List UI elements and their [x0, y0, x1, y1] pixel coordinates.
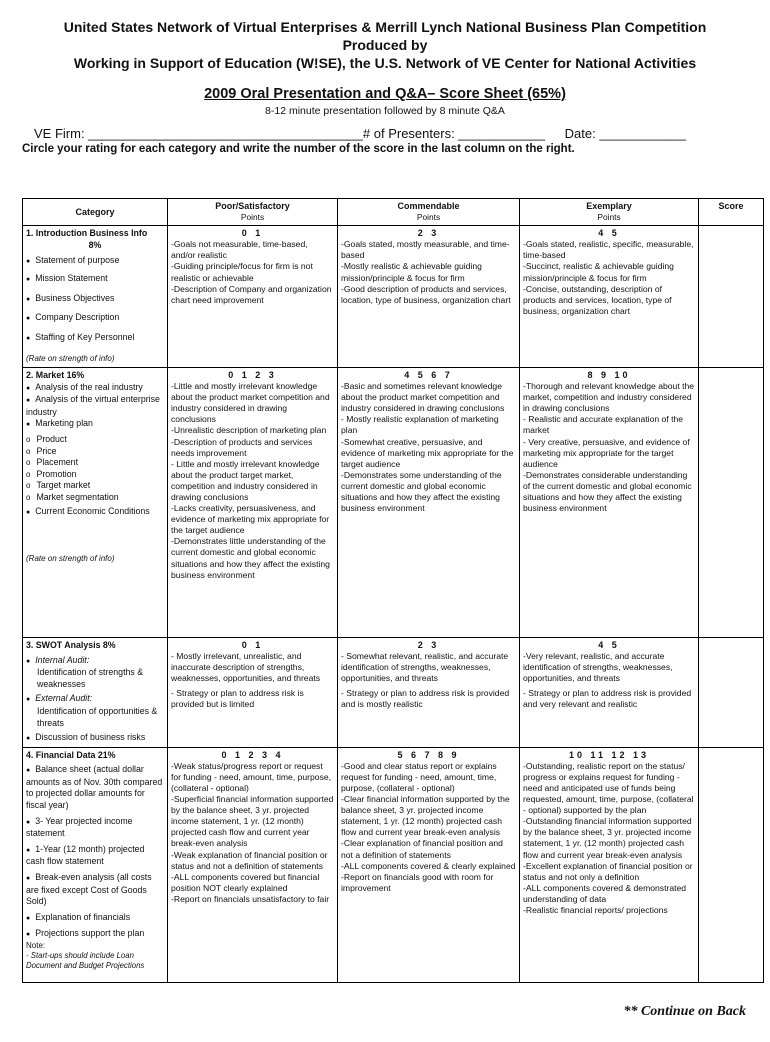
list-item: ● Mission Statement — [26, 273, 164, 286]
score-options: 8 9 10 — [587, 369, 631, 380]
score-options: 2 3 — [417, 639, 440, 650]
note-label: Note: — [26, 941, 46, 950]
rubric-table — [22, 198, 764, 983]
list-item: ● Statement of purpose — [26, 255, 164, 268]
continue-on-back-note: ** Continue on Back — [623, 1004, 746, 1019]
table-row — [23, 367, 764, 637]
header-line-3: Working in Support of Education (W!SE), the U.S. Network of VE Center for National Activities — [73, 55, 697, 71]
col-score: Score — [699, 199, 764, 226]
page-subtitle: 8-12 minute presentation followed by 8 minute Q&A — [265, 105, 505, 117]
list-item: ● Balance sheet (actual dollar amounts as of Nov. 30th compared to projected dollar amounts for fiscal year) — [26, 764, 164, 811]
score-options: 0 1 — [241, 228, 264, 239]
header-fields — [34, 126, 770, 141]
commendable-cell[interactable]: 2 3 -Goals stated, mostly measurable, and time-based -Mostly realistic & achievable guiding mission/principle & focus for firm -Good description of products and services, location, type of business, organization chart — [338, 226, 520, 368]
category-cell — [23, 226, 168, 368]
table-row — [23, 637, 764, 747]
list-item: ● Company Description — [26, 312, 164, 325]
list-item: ● 1-Year (12 month) projected cash flow statement — [26, 844, 164, 868]
exemplary-cell[interactable]: 4 5 -Goals stated, realistic, specific, measurable, time-based -Succinct, realistic & achievable guiding mission/principle & focus for firm -Concise, outstanding, description of products and services, location, type of business, organization chart — [520, 226, 699, 368]
col-category: Category — [23, 199, 168, 226]
list-item: ● Projections support the plan — [26, 928, 164, 941]
poor-cell[interactable]: 0 1 - Mostly irrelevant, unrealistic, and inaccurate description of strengths, weaknesses, opportunities, and threats - Strategy or plan to address risk is provided but is limited — [168, 637, 338, 747]
poor-cell[interactable]: 0 1 2 3 4 -Weak status/progress report or request for funding - need, amount, time, purpose, (collateral - optional) -Superficial financial information supported by the balance sheet, 3 yr. projected income statement, 1 yr. (12 month) projected cash flow and current year break-even analysis -Weak explanation of financial position or status and not a definition of statements -ALL components covered but financial position NOT clearly explained -Report on financials unsatisfactory to fair — [168, 747, 338, 982]
score-input-cell[interactable] — [699, 637, 764, 747]
exemplary-cell[interactable]: 10 11 12 13 -Outstanding, realistic report on the status/ progress or explains request for funding - need and anticipated use of funds being requested, amount, time, purpose, (collateral - optional) supported by the plan -Outstanding financial information supported by the balance sheet, 3 yr. projected income statement, 1 yr. (12 month) projected cash flow and current year break-even analysis -Excellent explanation of financial position or status and not only a definition -ALL components covered & demonstrated understanding of data -Realistic financial reports/ projections — [520, 747, 699, 982]
header-row — [23, 199, 764, 226]
list-item: ● 3- Year projected income statement — [26, 816, 164, 840]
list-item: ● Explanation of financials — [26, 912, 164, 925]
score-options: 2 3 — [417, 228, 440, 239]
list-item: ● Internal Audit: — [26, 655, 164, 668]
list-item: ● Analysis of the virtual enterprise industry — [26, 394, 164, 418]
poor-cell[interactable]: 0 1 2 3 -Little and mostly irrelevant knowledge about the product market competition and industry considered in drawing conclusions -Unrealistic description of marketing plan -Description of products and services needs improvement - Little and mostly irrelevant knowledge about the product target market, competition and industry considered in drawing conclusions -Lacks creativity, persuasiveness, and evidence of marketing mix appropriate for the target audience -Demonstrates little understanding of the current domestic and global economic situations and how they affect the existing business environment — [168, 367, 338, 637]
score-options: 4 5 6 7 — [404, 369, 453, 380]
rate-note: (Rate on strength of info) — [26, 554, 115, 564]
note-text: - Start-ups should include Loan Document and Budget Projections — [26, 951, 145, 970]
category-title: 4. Financial Data 21% — [26, 749, 116, 760]
category-cell: 3. SWOT Analysis 8% ● Internal Audit: Identification of strengths & weaknesses ● External Audit: Identification of opportunities & threats ● Discussion of business risks — [23, 637, 168, 747]
list-item: ● Break-even analysis (all costs are fixed except Cost of Goods Sold) — [26, 872, 164, 908]
list-item: ● Discussion of business risks — [26, 732, 164, 745]
col-poor: Poor/Satisfactory Points — [168, 199, 338, 226]
exemplary-cell[interactable]: 4 5 -Very relevant, realistic, and accurate identification of strengths, weaknesses, opportunities, and threats - Strategy or plan to address risk is provided and very relevant and realistic — [520, 637, 699, 747]
category-title: 2. Market 16% — [26, 369, 85, 380]
ve-firm-field[interactable]: VE Firm: ______________________________________ — [34, 126, 363, 141]
header-line-2: Produced by — [342, 37, 428, 53]
instructions: Circle your rating for each category and write the number of the score in the last column on the right. — [22, 143, 575, 155]
header-line-1: United States Network of Virtual Enterprises & Merrill Lynch National Business Plan Competition — [63, 19, 707, 35]
document-header — [0, 18, 770, 72]
commendable-cell[interactable]: 4 5 6 7 -Basic and sometimes relevant knowledge about the product market competition and industry considered in drawing conclusions - Mostly realistic explanation of marketing plan -Somewhat creative, persuasive, and evidence of marketing mix appropriate for the target audience -Demonstrates some understanding of the current domestic and global economic situations and how they affect the existing business environment — [338, 367, 520, 637]
category-cell — [23, 747, 168, 982]
commendable-cell[interactable]: 5 6 7 8 9 -Good and clear status report or explains request for funding - need, amount, time, purpose, (collateral - optional) -Clear financial information supported by the balance sheet, 3 yr. projected income statement, 1 yr. (12 month) projected cash flow and current year break-even analysis -Clear explanation of financial position and not a definition of statements -ALL components covered & clearly explained -Report on financials good with room for improvement — [338, 747, 520, 982]
category-weight: 8% — [88, 239, 102, 250]
score-input-cell[interactable] — [699, 367, 764, 637]
score-input-cell[interactable] — [699, 747, 764, 982]
col-commendable: Commendable Points — [338, 199, 520, 226]
list-item: ● Marketing plan — [26, 418, 164, 431]
score-options: 0 1 2 3 4 — [221, 749, 284, 760]
list-item: ● Current Economic Conditions — [26, 506, 164, 519]
presenters-field[interactable]: # of Presenters: ____________ — [362, 126, 546, 141]
list-item: ● Business Objectives — [26, 293, 164, 306]
category-cell: 2. Market 16% ● Analysis of the real industry ● Analysis of the virtual enterprise industry ● Marketing plan o Product o Price o Placement o Promotion o Target market o Market segmentation ● Current Economic Conditions (Rate on strength of info) — [23, 367, 168, 637]
score-input-cell[interactable] — [699, 226, 764, 368]
score-sheet-page — [0, 18, 770, 1042]
score-options: 10 11 12 13 — [568, 749, 650, 760]
score-options: 4 5 — [598, 639, 620, 650]
commendable-cell[interactable]: 2 3 - Somewhat relevant, realistic, and accurate identification of strengths, weaknesses, opportunities, and threats - Strategy or plan to address risk is provided and is mostly realistic — [338, 637, 520, 747]
score-options: 0 1 — [241, 639, 264, 650]
category-title: 1. Introduction Business Info — [26, 228, 148, 239]
rate-note: (Rate on strength of info) — [26, 354, 115, 364]
list-item: ● Analysis of the real industry — [26, 382, 164, 395]
exemplary-cell[interactable]: 8 9 10 -Thorough and relevant knowledge about the market, competition and industry considered in drawing conclusions - Realistic and accurate explanation of the market - Very creative, persuasive, and evidence of marketing mix appropriate for the target audience -Demonstrates considerable understanding of the current domestic and global economic situations and how they affect the existing business environment — [520, 367, 699, 637]
page-title: 2009 Oral Presentation and Q&A– Score Sheet (65%) — [204, 86, 566, 102]
score-options: 4 5 — [598, 228, 620, 239]
list-item: ● Staffing of Key Personnel — [26, 332, 164, 345]
score-options: 0 1 2 3 — [228, 369, 277, 380]
col-exemplary: Exemplary Points — [520, 199, 699, 226]
date-field[interactable]: Date: ____________ — [564, 126, 687, 141]
category-title: 3. SWOT Analysis 8% — [26, 639, 116, 650]
score-options: 5 6 7 8 9 — [397, 749, 460, 760]
poor-cell[interactable]: 0 1 -Goals not measurable, time-based, and/or realistic -Guiding principle/focus for firm is not realistic or achievable -Description of Company and organization chart need improvement — [168, 226, 338, 368]
table-row — [23, 747, 764, 982]
list-item: ● External Audit: — [26, 693, 164, 706]
table-row — [23, 226, 764, 368]
